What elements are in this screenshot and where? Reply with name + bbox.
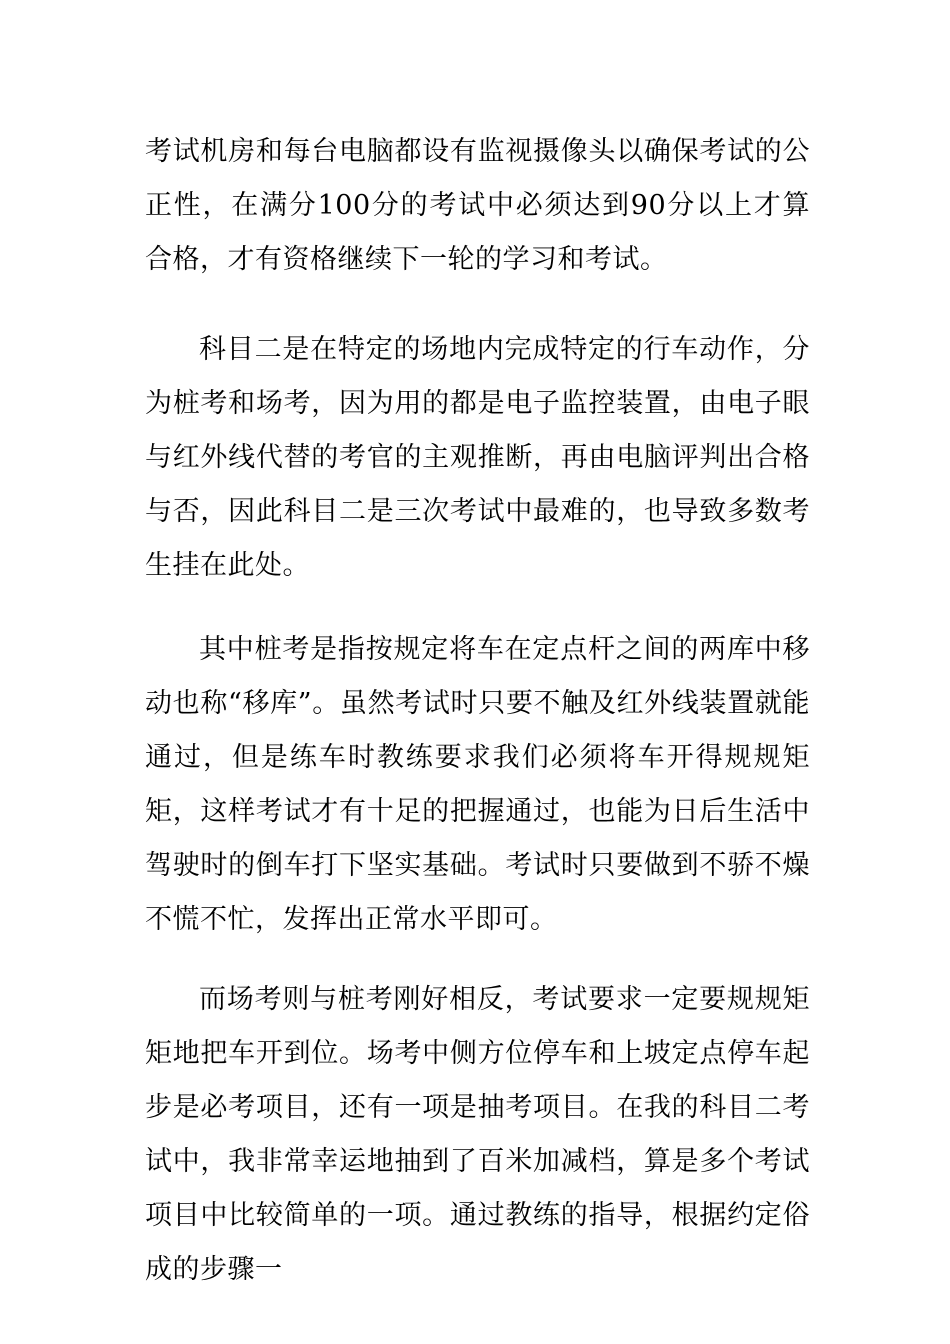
paragraph-exam-room: 考试机房和每台电脑都设有监视摄像头以确保考试的公正性，在满分100分的考试中必须达到90分以上才算合格，才有资格继续下一轮的学习和考试。 — [145, 136, 810, 275]
paragraph-subject-two: 科目二是在特定的场地内完成特定的行车动作，分为桩考和场考，因为用的都是电子监控装置，由电子眼与红外线代替的考官的主观推断，再由电脑评判出合格与否，因此科目二是三次考试中最难的，也导致多数考生挂在此处。 — [145, 334, 810, 581]
paragraph-field-test: 而场考则与桩考刚好相反，考试要求一定要规规矩矩地把车开到位。场考中侧方位停车和上坡定点停车起步是必考项目，还有一项是抽考项目。在我的科目二考试中，我非常幸运地抽到了百米加减档，算是多个考试项目中比较简单的一项。通过教练的指导，根据约定俗成的步骤一 — [145, 984, 810, 1285]
paragraph-pile-test: 其中桩考是指按规定将车在定点杆之间的两库中移动也称“移库”。虽然考试时只要不触及红外线装置就能通过，但是练车时教练要求我们必须将车开得规规矩矩，这样考试才有十足的把握通过，也能为日后生活中驾驶时的倒车打下坚实基础。考试时只要做到不骄不燥不慌不忙，发挥出正常水平即可。 — [145, 634, 810, 935]
